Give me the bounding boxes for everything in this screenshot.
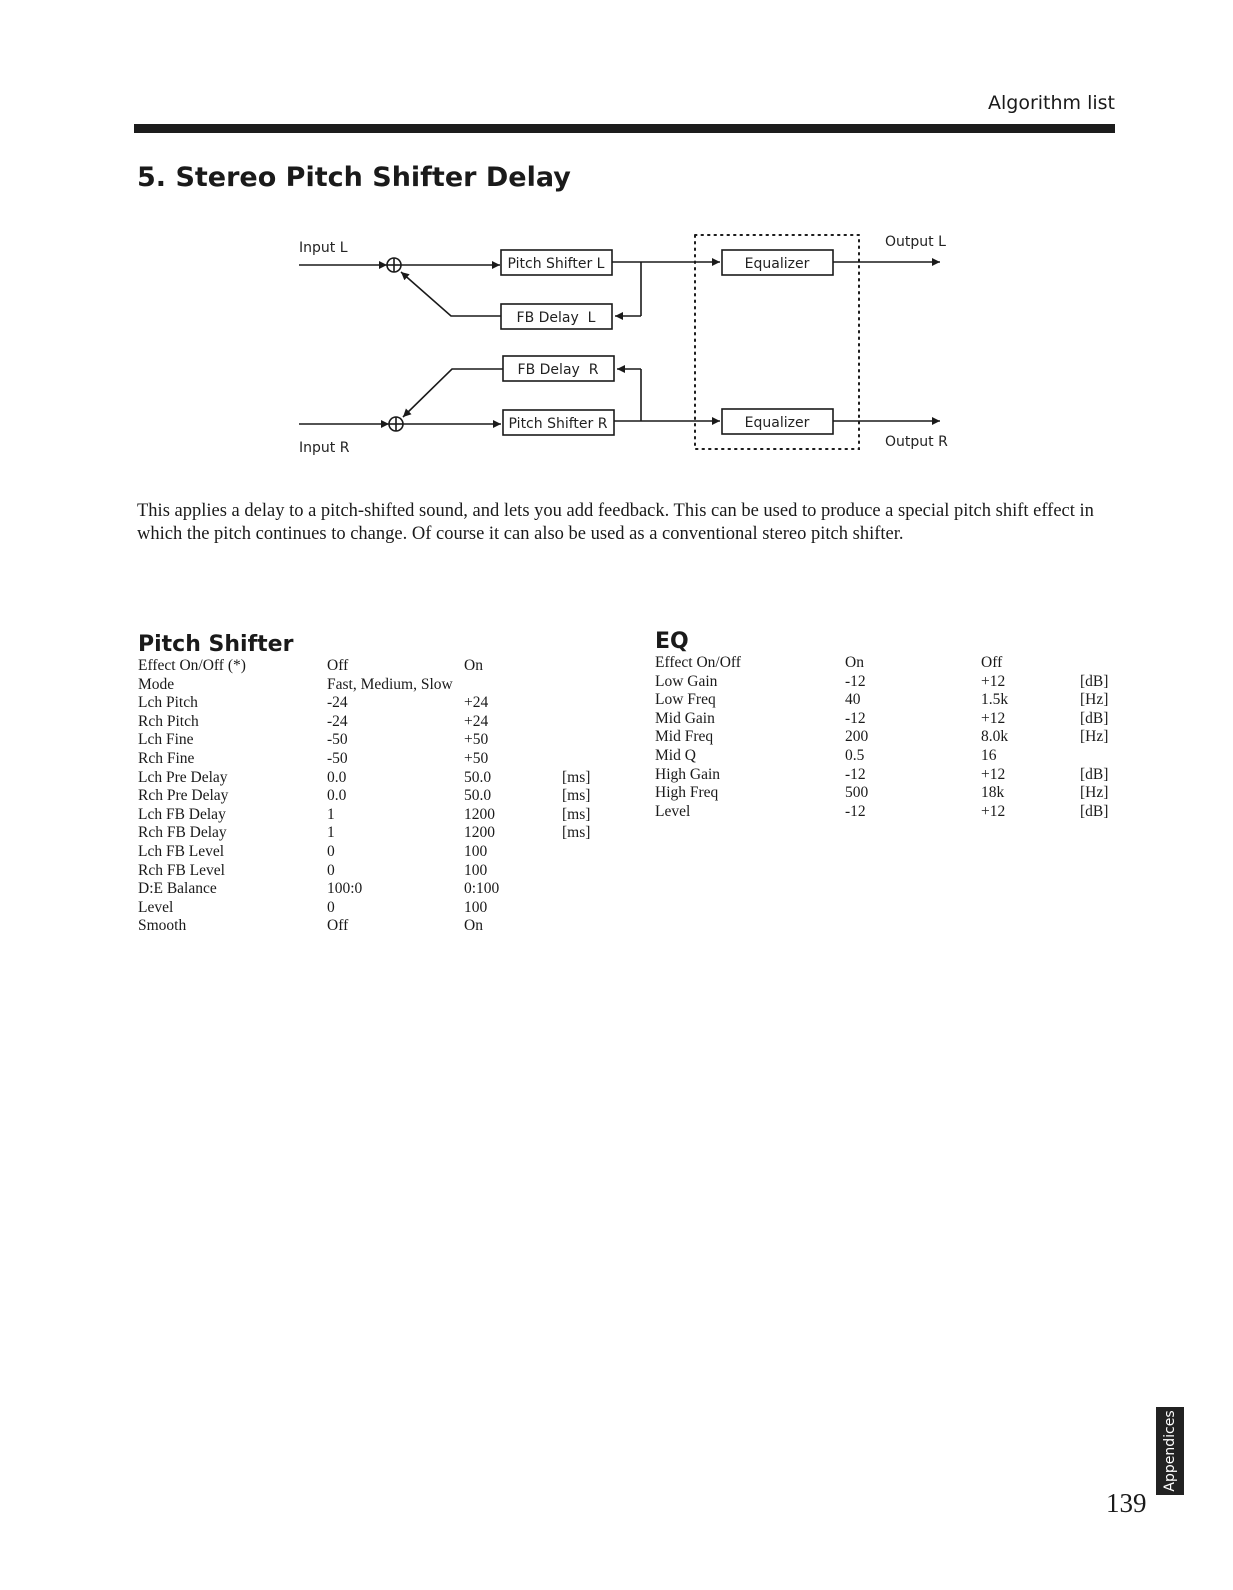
page-number: 139 xyxy=(1106,1488,1147,1518)
diagram-input-l: Input L xyxy=(299,240,348,256)
param-unit: [Hz] xyxy=(1080,728,1109,746)
param-name: High Freq xyxy=(655,784,719,802)
param-min: 0 xyxy=(327,842,335,860)
pitch-shifter-section-title: Pitch Shifter xyxy=(138,632,294,657)
param-name: Mid Gain xyxy=(655,709,715,727)
param-max: 8.0k xyxy=(981,728,1009,746)
param-unit: [ms] xyxy=(562,787,591,805)
pitch-shifter-param-row xyxy=(138,880,590,899)
param-unit xyxy=(562,843,590,862)
param-max: 100 xyxy=(464,861,488,879)
param-unit: [ms] xyxy=(562,805,591,823)
param-max: +12 xyxy=(981,672,1006,690)
param-min: -12 xyxy=(845,709,866,727)
param-max: 1.5k xyxy=(981,691,1009,709)
param-min: 500 xyxy=(845,784,869,802)
param-max: 50.0 xyxy=(464,787,492,805)
param-name: Mode xyxy=(138,675,175,693)
param-max: 100 xyxy=(464,842,488,860)
param-name: Lch FB Level xyxy=(138,842,225,860)
param-max: 1200 xyxy=(464,805,495,823)
param-max: 100 xyxy=(464,898,488,916)
param-name: Mid Freq xyxy=(655,728,714,746)
param-name: Low Gain xyxy=(655,672,718,690)
pitch-shifter-param-row xyxy=(138,713,590,732)
param-unit xyxy=(562,899,590,918)
param-unit: [ms] xyxy=(562,768,591,786)
appendices-tab-label: Appendices xyxy=(1162,1410,1178,1492)
param-max: +12 xyxy=(981,765,1006,783)
eq-param-row xyxy=(655,673,1108,692)
diagram-pitch-shifter-l: Pitch Shifter L xyxy=(507,256,605,272)
param-max: +12 xyxy=(981,802,1006,820)
param-max: +24 xyxy=(464,712,489,730)
param-min: 200 xyxy=(845,728,869,746)
param-unit xyxy=(562,676,590,695)
param-name: Lch Pre Delay xyxy=(138,768,228,786)
eq-param-row xyxy=(655,766,1108,785)
param-name: High Gain xyxy=(655,765,721,783)
section-header-label: Algorithm list xyxy=(988,92,1115,114)
eq-param-row xyxy=(655,710,1108,729)
eq-param-table xyxy=(655,654,1108,821)
param-min: 1 xyxy=(327,805,335,823)
param-unit: [dB] xyxy=(1080,765,1109,783)
param-unit xyxy=(562,713,590,732)
param-max: 1200 xyxy=(464,824,495,842)
param-name: Smooth xyxy=(138,917,187,935)
param-name: Lch FB Delay xyxy=(138,805,226,823)
param-unit xyxy=(562,694,590,713)
signal-flow-diagram xyxy=(0,0,1233,480)
param-name: Low Freq xyxy=(655,691,716,709)
param-max: On xyxy=(464,657,483,674)
pitch-shifter-param-row xyxy=(138,899,590,918)
param-max: 50.0 xyxy=(464,768,492,786)
param-min: 1 xyxy=(327,824,335,842)
param-unit xyxy=(562,917,590,936)
param-unit: [Hz] xyxy=(1080,691,1109,709)
param-min: -24 xyxy=(327,694,348,712)
pitch-shifter-param-row xyxy=(138,787,590,806)
description-paragraph: This applies a delay to a pitch-shifted sound, and lets you add feedback. This can be used to produce a special pitch shift effect in which the pitch continues to change. Of course it can also be used as a conventional stereo pitch shifter. xyxy=(137,501,1094,544)
param-name: Level xyxy=(655,802,691,820)
param-min: -24 xyxy=(327,712,348,730)
param-unit: [dB] xyxy=(1080,672,1109,690)
param-min: -12 xyxy=(845,672,866,690)
diagram-equalizer-r: Equalizer xyxy=(744,415,810,431)
eq-param-row xyxy=(655,691,1108,710)
param-min: 100:0 xyxy=(327,880,363,898)
param-unit xyxy=(562,731,590,750)
param-unit: [dB] xyxy=(1080,709,1109,727)
param-name: Effect On/Off (*) xyxy=(138,657,246,674)
pitch-shifter-param-row xyxy=(138,843,590,862)
param-min: 40 xyxy=(845,691,861,709)
param-min: On xyxy=(845,654,864,671)
param-min: 0 xyxy=(327,861,335,879)
param-min: 0.0 xyxy=(327,768,347,786)
param-name: Lch Pitch xyxy=(138,694,198,712)
param-name: D:E Balance xyxy=(138,880,217,898)
eq-param-row xyxy=(655,784,1108,803)
param-min: 0.5 xyxy=(845,746,865,764)
param-min: 0 xyxy=(327,898,335,916)
param-min: Fast, Medium, Slow xyxy=(327,675,453,693)
param-max: 0:100 xyxy=(464,880,500,898)
param-unit xyxy=(562,657,590,676)
pitch-shifter-param-row xyxy=(138,731,590,750)
pitch-shifter-param-row xyxy=(138,750,590,769)
param-max: On xyxy=(464,917,483,935)
eq-param-row xyxy=(655,747,1108,766)
diagram-fb-delay-r: FB Delay R xyxy=(517,362,599,378)
diagram-input-r: Input R xyxy=(299,440,350,456)
param-min: -50 xyxy=(327,731,348,749)
param-min: 0.0 xyxy=(327,787,347,805)
param-unit: [ms] xyxy=(562,824,591,842)
param-max: +50 xyxy=(464,749,489,767)
pitch-shifter-param-row xyxy=(138,694,590,713)
pitch-shifter-param-row xyxy=(138,917,590,936)
eq-section-title: EQ xyxy=(655,629,689,654)
pitch-shifter-param-row xyxy=(138,769,590,788)
eq-param-row xyxy=(655,654,1108,673)
param-name: Rch FB Level xyxy=(138,861,225,879)
param-name: Mid Q xyxy=(655,746,696,764)
pitch-shifter-param-row xyxy=(138,862,590,881)
param-max: 18k xyxy=(981,784,1005,802)
param-unit: [dB] xyxy=(1080,802,1109,820)
param-min: Off xyxy=(327,917,349,935)
param-name: Lch Fine xyxy=(138,731,194,749)
param-name: Rch Pitch xyxy=(138,712,199,730)
param-max: Off xyxy=(981,654,1003,671)
diagram-equalizer-l: Equalizer xyxy=(744,256,810,272)
param-name: Rch Fine xyxy=(138,749,195,767)
param-unit xyxy=(1080,654,1108,673)
param-name: Effect On/Off xyxy=(655,654,741,671)
eq-param-row xyxy=(655,728,1108,747)
param-min: -50 xyxy=(327,749,348,767)
diagram-pitch-shifter-r: Pitch Shifter R xyxy=(508,416,608,432)
param-unit: [Hz] xyxy=(1080,784,1109,802)
page-title: 5. Stereo Pitch Shifter Delay xyxy=(137,162,571,193)
param-min: Off xyxy=(327,657,349,674)
diagram-output-r: Output R xyxy=(885,434,948,450)
pitch-shifter-param-row xyxy=(138,657,590,676)
param-name: Rch Pre Delay xyxy=(138,787,229,805)
param-unit xyxy=(562,750,590,769)
param-unit xyxy=(562,862,590,881)
param-min: -12 xyxy=(845,802,866,820)
pitch-shifter-param-row xyxy=(138,676,590,695)
pitch-shifter-param-row xyxy=(138,806,590,825)
param-max: 16 xyxy=(981,746,997,764)
param-max: +50 xyxy=(464,731,489,749)
eq-param-row xyxy=(655,803,1108,822)
diagram-fb-delay-l: FB Delay L xyxy=(516,310,596,326)
param-unit xyxy=(1080,747,1108,766)
diagram-output-l: Output L xyxy=(885,234,946,250)
param-max: +12 xyxy=(981,709,1006,727)
param-unit xyxy=(562,880,590,899)
param-max: +24 xyxy=(464,694,489,712)
pitch-shifter-param-row xyxy=(138,824,590,843)
pitch-shifter-param-table xyxy=(138,657,590,936)
param-name: Rch FB Delay xyxy=(138,824,227,842)
param-name: Level xyxy=(138,898,174,916)
param-min: -12 xyxy=(845,765,866,783)
